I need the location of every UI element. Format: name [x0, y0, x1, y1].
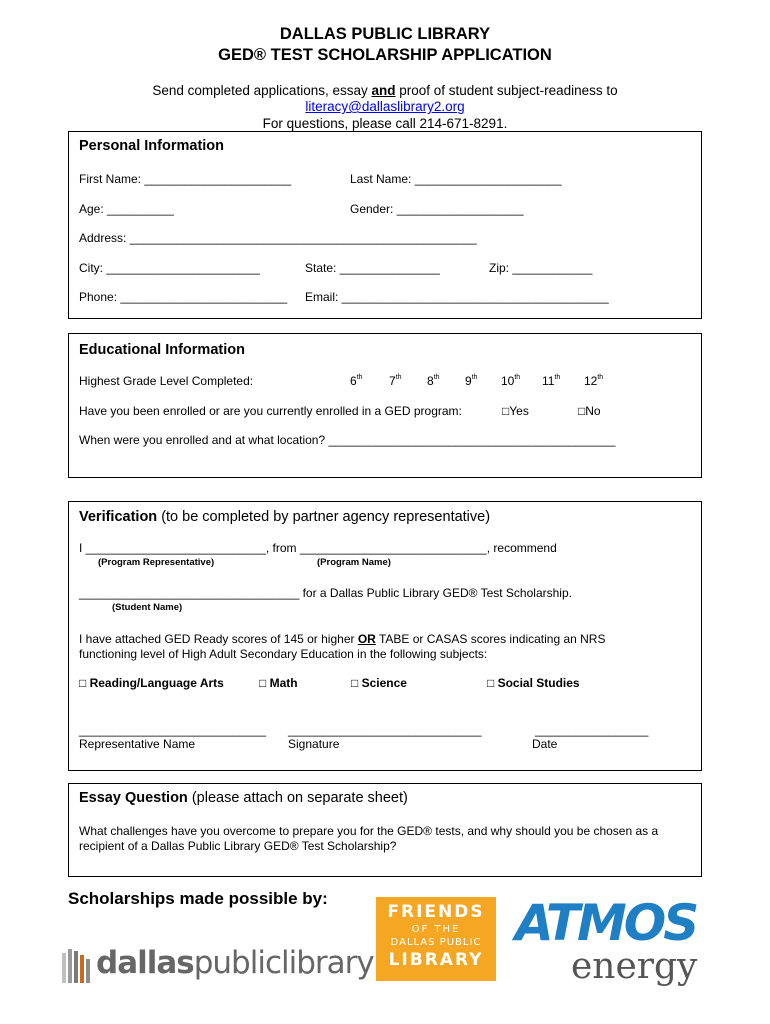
send-suffix: proof of student subject-readiness to: [395, 83, 618, 98]
first-name-field[interactable]: First Name: ______________________: [79, 172, 292, 186]
essay-box: [68, 783, 702, 877]
grade-option-11[interactable]: 11th: [542, 374, 561, 388]
signature-line[interactable]: _____________________________: [288, 723, 482, 737]
scores-post: TABE or CASAS scores indicating an NRS: [375, 632, 606, 646]
dpl-wordmark: dallaspubliclibrary: [96, 945, 374, 981]
friends-line3: DALLAS PUBLIC: [390, 937, 482, 948]
grade-option-7[interactable]: 7th: [389, 374, 402, 388]
send-instructions: [0, 82, 770, 99]
representative-name-label: Representative Name: [79, 737, 196, 751]
scores-line1: [79, 632, 605, 646]
email-line: [0, 98, 770, 115]
address-field[interactable]: Address: ____________________________________________________: [79, 231, 477, 245]
subject-social-studies-checkbox[interactable]: □ Social Studies: [487, 676, 580, 690]
grade-option-10[interactable]: 10th: [501, 374, 521, 388]
recommend-line[interactable]: I ___________________________, from ____________________________, recommend: [79, 541, 557, 555]
friends-line4: LIBRARY: [388, 950, 484, 970]
grade-option-6[interactable]: 6th: [350, 374, 363, 388]
atmos-energy-logo: [515, 893, 715, 993]
energy-wordmark: energy: [571, 946, 698, 987]
send-prefix: Send completed applications, essay: [152, 83, 372, 98]
subject-reading-checkbox[interactable]: □ Reading/Language Arts: [79, 676, 224, 690]
friends-line1: FRIENDS: [387, 902, 485, 922]
verification-title: Verification: [79, 509, 158, 525]
age-field[interactable]: Age: __________: [79, 202, 174, 216]
grade-option-12[interactable]: 12th: [584, 374, 604, 388]
grade-option-8[interactable]: 8th: [427, 374, 440, 388]
date-label: Date: [532, 737, 558, 751]
atmos-wordmark: ATMOS: [515, 894, 697, 952]
state-field[interactable]: State: _______________: [305, 261, 440, 275]
sponsors-heading: Scholarships made possible by:: [68, 889, 328, 908]
friends-line2: OF THE: [411, 924, 461, 935]
phone-field[interactable]: Phone: _________________________: [79, 290, 288, 304]
last-name-field[interactable]: Last Name: ______________________: [350, 172, 562, 186]
send-and: and: [371, 83, 396, 98]
signature-label: Signature: [288, 737, 340, 751]
form-title-line2: GED® TEST SCHOLARSHIP APPLICATION: [218, 46, 552, 64]
program-representative-caption: (Program Representative): [98, 557, 215, 568]
essay-title: Essay Question: [79, 790, 188, 806]
questions-line: For questions, please call 214-671-8291.: [262, 116, 508, 131]
verification-box: [68, 501, 702, 771]
date-line[interactable]: _________________: [535, 723, 649, 737]
gender-field[interactable]: Gender: ___________________: [350, 202, 524, 216]
subject-math-checkbox[interactable]: □ Math: [259, 676, 298, 690]
enrolled-no-checkbox[interactable]: □No: [578, 404, 601, 418]
grade-option-9[interactable]: 9th: [465, 374, 478, 388]
email-field[interactable]: Email: ________________________________________: [305, 290, 609, 304]
scores-pre: I have attached GED Ready scores of 145 or higher: [79, 632, 358, 646]
student-scholarship-line[interactable]: _________________________________ for a Dallas Public Library GED® Test Scholarship.: [79, 586, 572, 600]
personal-heading: Personal Information: [79, 138, 225, 154]
zip-field[interactable]: Zip: ____________: [489, 261, 593, 275]
verification-note: (to be completed by partner agency representative): [157, 509, 491, 525]
email-link[interactable]: literacy@dallaslibrary2.org: [305, 99, 465, 114]
essay-question-line2: recipient of a Dallas Public Library GED® Test Scholarship?: [79, 839, 397, 853]
essay-question-line1: What challenges have you overcome to prepare you for the GED® tests, and why should you be chosen as a: [79, 824, 659, 838]
grade-level-label: Highest Grade Level Completed:: [79, 374, 254, 388]
dallas-public-library-logo: [62, 943, 374, 989]
enrollment-location-field[interactable]: When were you enrolled and at what location? ___________________________________________: [79, 433, 616, 447]
enrolled-yes-checkbox[interactable]: □Yes: [502, 404, 529, 418]
program-name-caption: (Program Name): [317, 557, 391, 568]
subject-science-checkbox[interactable]: □ Science: [351, 676, 407, 690]
form-title-line1: DALLAS PUBLIC LIBRARY: [279, 25, 491, 43]
essay-heading: [79, 790, 408, 806]
personal-info-box: [68, 131, 702, 319]
verification-heading: [79, 509, 490, 525]
scores-line2: functioning level of High Adult Secondary Education in the following subjects:: [79, 647, 488, 661]
education-heading: Educational Information: [79, 342, 245, 358]
enrolled-question: Have you been enrolled or are you currently enrolled in a GED program:: [79, 404, 462, 418]
scores-or: OR: [357, 632, 376, 646]
representative-name-line[interactable]: ____________________________: [79, 723, 266, 737]
friends-of-library-logo: [376, 897, 496, 981]
essay-note: (please attach on separate sheet): [187, 790, 408, 806]
city-field[interactable]: City: _______________________: [79, 261, 260, 275]
books-icon: [62, 949, 92, 983]
education-info-box: [68, 333, 702, 478]
student-name-caption: (Student Name): [112, 602, 183, 613]
